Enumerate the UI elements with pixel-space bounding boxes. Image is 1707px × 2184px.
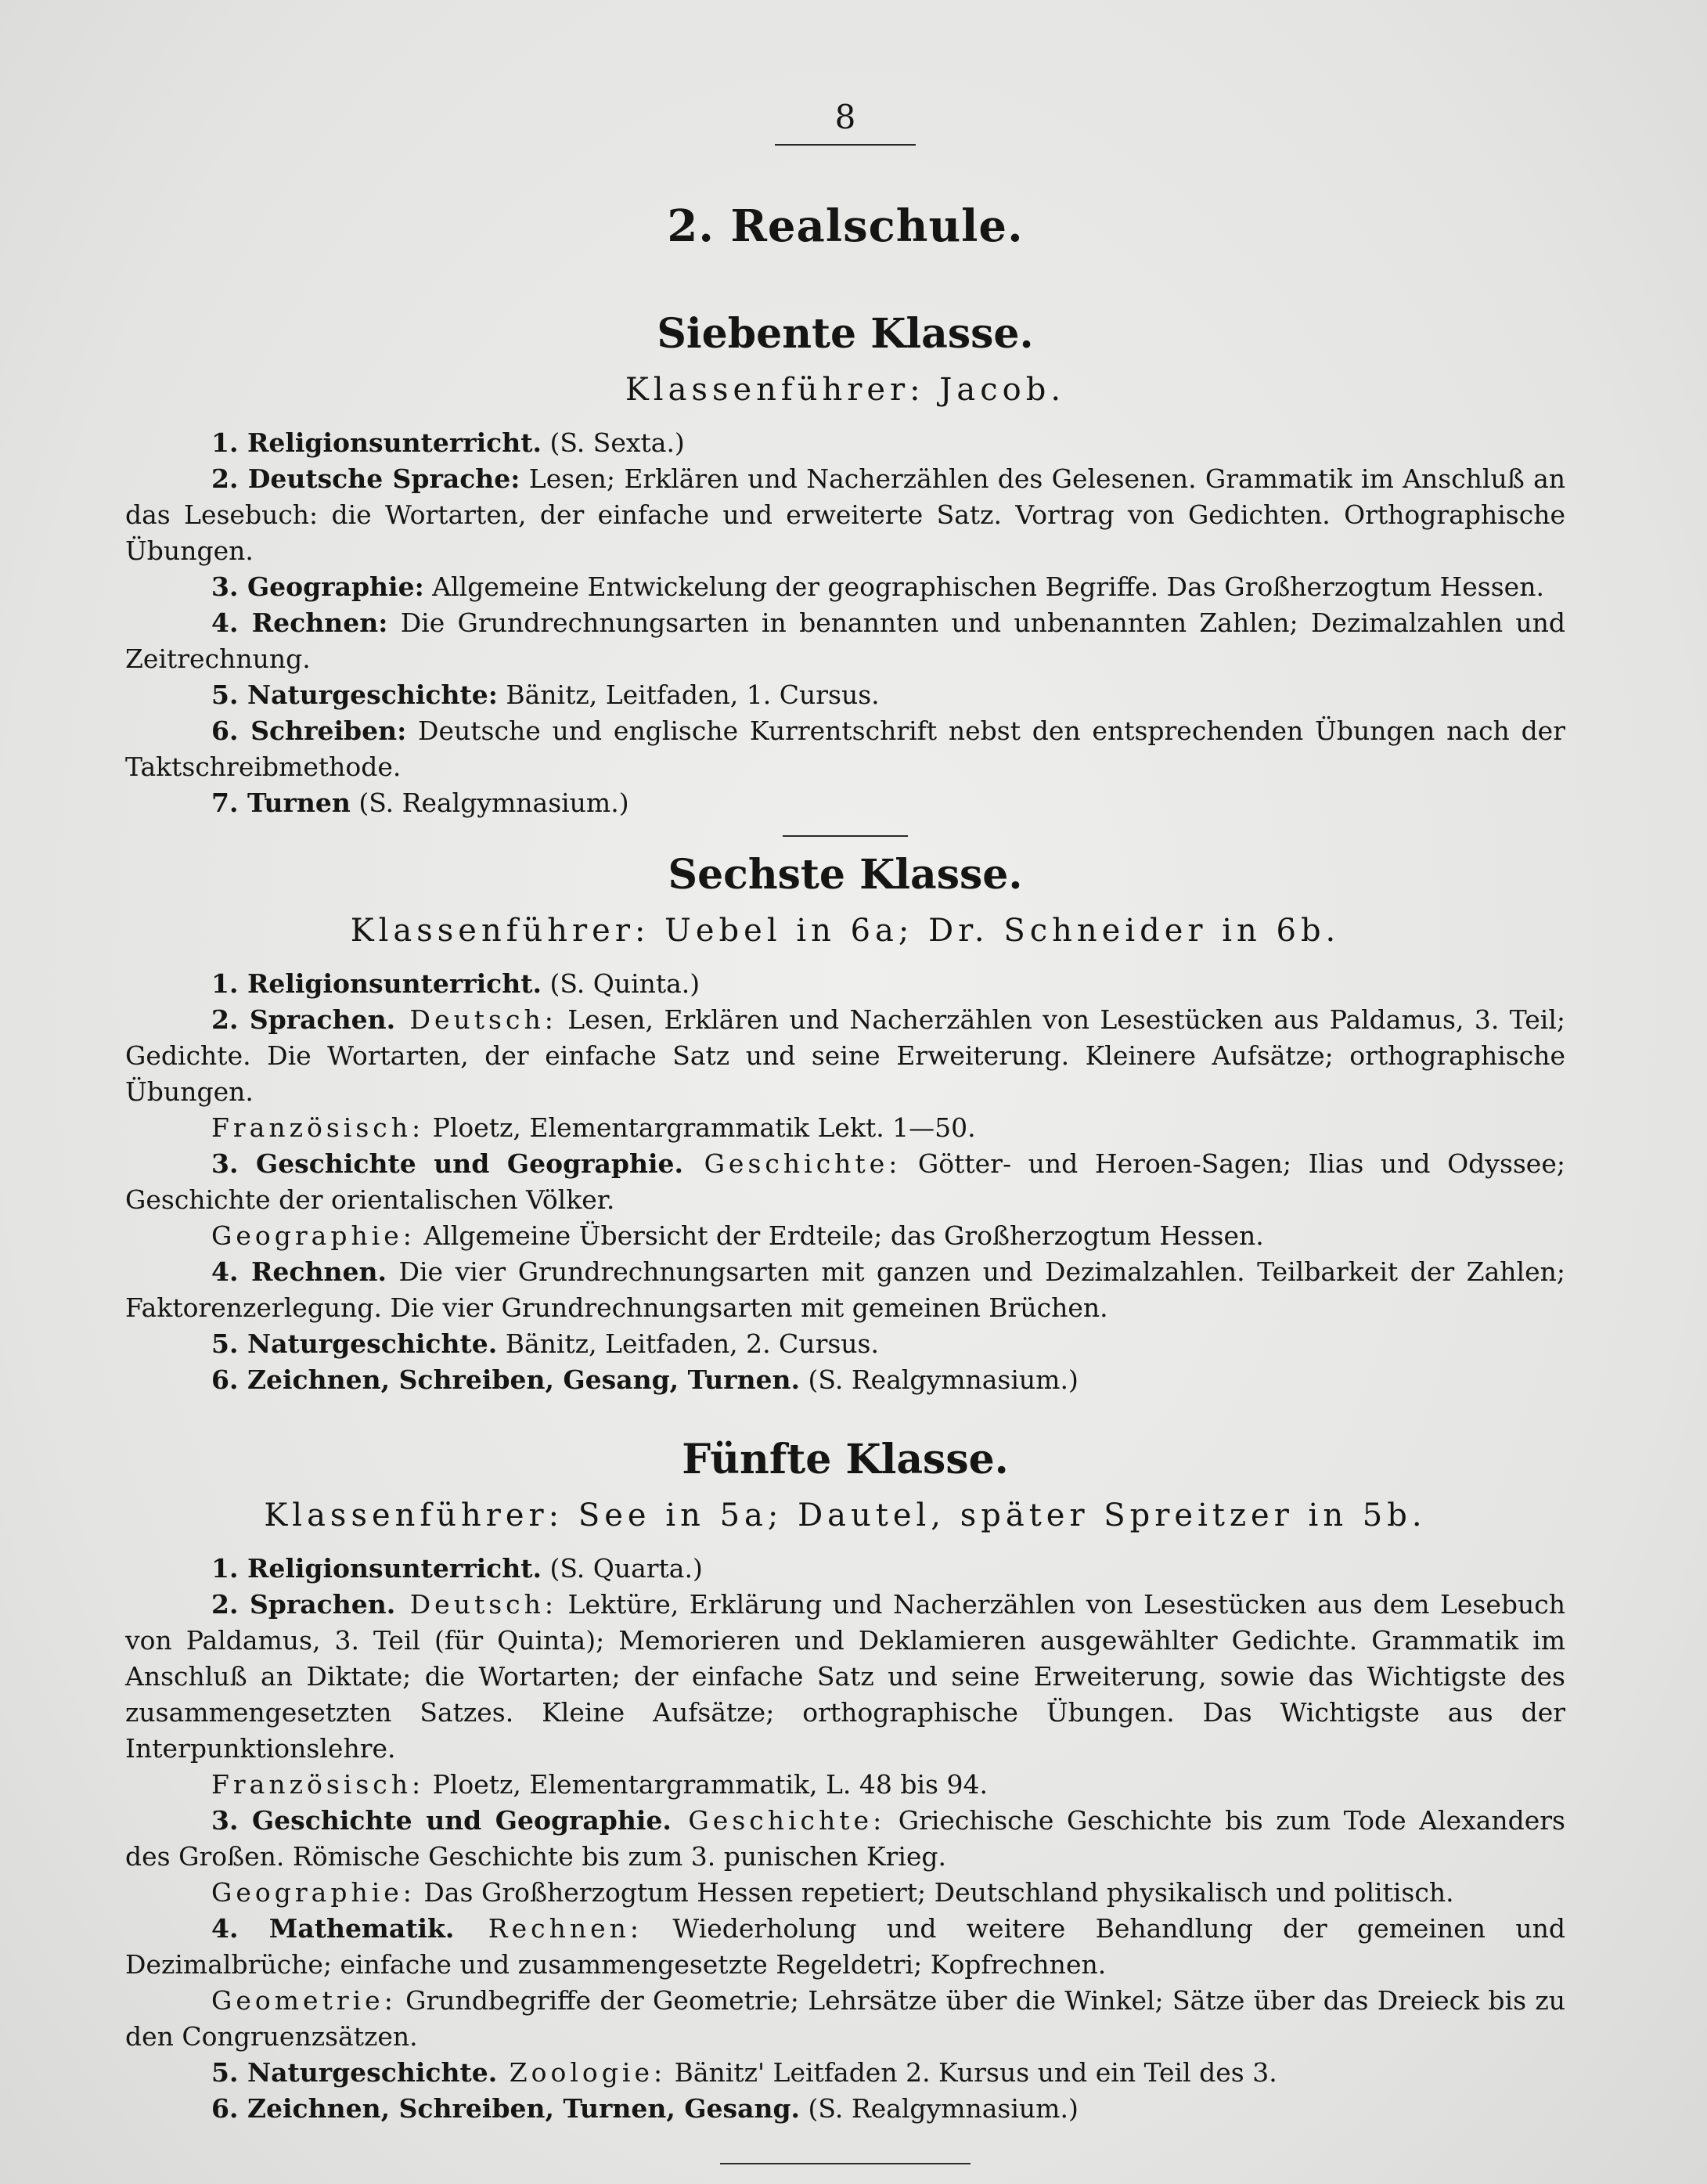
header-rule xyxy=(775,144,916,146)
subject-heading: Geographie: xyxy=(211,1220,416,1251)
subject-text: (S. Quinta.) xyxy=(541,968,700,999)
subject-text: Bänitz, Leitfaden, 1. Cursus. xyxy=(497,679,880,710)
subject-entry xyxy=(125,605,1565,677)
subject-entry xyxy=(125,461,1565,569)
subject-text: Götter- und Heroen-Sagen; Ilias und Odyssee; Geschichte der orientalischen Völker. xyxy=(125,1148,1565,1215)
subject-heading: Rechnen: xyxy=(454,1913,643,1944)
subject-entry xyxy=(125,1326,1565,1362)
subject-entry xyxy=(125,2091,1565,2127)
subject-entry xyxy=(125,713,1565,785)
subject-label: 5. Naturgeschichte. xyxy=(211,1328,498,1359)
page-number: 8 xyxy=(834,98,856,136)
subject-text: (S. Realgymnasium.) xyxy=(800,2093,1079,2124)
subject-label: 6. Zeichnen, Schreiben, Turnen, Gesang. xyxy=(211,2093,801,2124)
subject-heading: Zoologie: xyxy=(497,2057,667,2088)
subject-text: Die vier Grundrechnungsarten mit ganzen und Dezimalzahlen. Teilbarkeit der Zahlen; Faktorenzerlegung. Die vier Grundrechnungsarten mit gemeinen Brüchen. xyxy=(125,1256,1565,1323)
subject-text: (S. Realgymnasium.) xyxy=(350,787,629,818)
subject-entry xyxy=(125,1875,1565,1911)
subject-text: Die Grundrechnungsarten in benannten und unbenannten Zahlen; Dezimalzahlen und Zeitrechnung. xyxy=(125,607,1566,674)
subject-heading: Deutsch: xyxy=(395,1589,558,1620)
subject-heading: Französisch: xyxy=(211,1769,425,1800)
subject-entry xyxy=(125,1110,1565,1146)
class-section-sechste xyxy=(125,851,1565,1398)
subject-label: 6. Schreiben: xyxy=(211,715,407,746)
subject-text: Allgemeine Entwickelung der geographischen Begriffe. Das Großherzogtum Hessen. xyxy=(423,571,1544,602)
class-title: Sechste Klasse. xyxy=(668,851,1023,899)
footer-rule xyxy=(720,2163,971,2164)
subject-entry xyxy=(125,1362,1565,1398)
subject-text: Griechische Geschichte bis zum Tode Alexanders des Großen. Römische Geschichte bis zum 3. punischen Krieg. xyxy=(125,1805,1565,1872)
subject-label: 2. Deutsche Sprache: xyxy=(211,463,520,494)
class-section-siebente xyxy=(125,310,1565,821)
class-leader: Klassenführer: Uebel in 6a; Dr. Schneider in 6b. xyxy=(350,913,1341,949)
subject-entry xyxy=(125,569,1565,605)
subject-entry xyxy=(125,1218,1565,1254)
subject-heading: Geschichte: xyxy=(683,1148,902,1179)
section-title: 2. Realschule. xyxy=(667,200,1024,252)
subject-heading: Deutsch: xyxy=(395,1004,557,1035)
subject-entry xyxy=(125,1911,1565,1983)
subject-label: 7. Turnen xyxy=(211,787,351,818)
subject-label: 5. Naturgeschichte. xyxy=(211,2057,498,2088)
subject-label: 4. Rechnen. xyxy=(211,1256,387,1287)
subject-label: 3. Geschichte und Geographie. xyxy=(211,1148,684,1179)
subject-entry xyxy=(125,677,1565,713)
subject-label: 1. Religionsunterricht. xyxy=(211,968,542,999)
subject-text: Ploetz, Elementargrammatik, L. 48 bis 94. xyxy=(424,1769,988,1800)
subject-text: Ploetz, Elementargrammatik Lekt. 1—50. xyxy=(424,1112,976,1143)
subject-entry xyxy=(125,966,1565,1002)
subject-text: Allgemeine Übersicht der Erdteile; das Großherzogtum Hessen. xyxy=(415,1220,1264,1251)
subject-entry xyxy=(125,425,1565,461)
subject-text: Grundbegriffe der Geometrie; Lehrsätze über die Winkel; Sätze über das Dreieck bis zu den Congruenzsätzen. xyxy=(125,1985,1565,2052)
class-title: Fünfte Klasse. xyxy=(682,1436,1009,1483)
subject-entry xyxy=(125,2055,1565,2091)
subject-label: 3. Geschichte und Geographie. xyxy=(211,1805,672,1836)
subject-entry xyxy=(125,1551,1565,1587)
subject-label: 1. Religionsunterricht. xyxy=(211,427,542,458)
subject-heading: Französisch: xyxy=(211,1112,425,1143)
subject-text: (S. Realgymnasium.) xyxy=(800,1364,1079,1395)
page-content xyxy=(125,94,1565,2164)
subject-text: Bänitz' Leitfaden 2. Kursus und ein Teil des 3. xyxy=(666,2057,1277,2088)
subject-heading: Geographie: xyxy=(211,1877,416,1908)
subject-entry xyxy=(125,1254,1565,1326)
subject-label: 4. Rechnen: xyxy=(211,607,388,638)
subject-text: Lesen; Erklären und Nacherzählen des Gelesenen. Grammatik im Anschluß an das Lesebuch: die Wortarten, der einfache und erweiterte Satz. Vortrag von Gedichten. Orthographische Übungen. xyxy=(125,463,1566,566)
class-leader: Klassenführer: See in 5a; Dautel, später Spreitzer in 5b. xyxy=(264,1497,1427,1533)
subject-text: Deutsche und englische Kurrentschrift nebst den entsprechenden Übungen nach der Taktschreibmethode. xyxy=(125,715,1565,782)
subject-entry xyxy=(125,1587,1565,1767)
subject-heading: Geschichte: xyxy=(671,1805,886,1836)
subject-entry xyxy=(125,1983,1565,2055)
subject-text: Bänitz, Leitfaden, 2. Cursus. xyxy=(497,1328,879,1359)
subject-label: 4. Mathematik. xyxy=(211,1913,455,1944)
subject-label: 1. Religionsunterricht. xyxy=(211,1553,542,1584)
subject-entry xyxy=(125,1803,1565,1875)
subject-text: Lesen, Erklären und Nacherzählen von Lesestücken aus Paldamus, 3. Teil; Gedichte. Die Wortarten, der einfache Satz und seine Erweiterung. Kleinere Aufsätze; orthographische Übungen. xyxy=(125,1004,1565,1107)
class-leader: Klassenführer: Jacob. xyxy=(625,372,1066,408)
subject-label: 2. Sprachen. xyxy=(211,1589,396,1620)
subject-entry xyxy=(125,785,1565,821)
subject-label: 6. Zeichnen, Schreiben, Gesang, Turnen. xyxy=(211,1364,801,1395)
subject-entry xyxy=(125,1146,1565,1218)
section-divider xyxy=(783,835,908,837)
subject-text: (S. Quarta.) xyxy=(541,1553,703,1584)
class-title: Siebente Klasse. xyxy=(657,310,1034,358)
subject-entry xyxy=(125,1002,1565,1110)
subject-label: 3. Geographie: xyxy=(211,571,424,602)
subject-label: 5. Naturgeschichte: xyxy=(211,679,498,710)
class-section-fuenfte xyxy=(125,1436,1565,2127)
subject-text: Das Großherzogtum Hessen repetiert; Deutschland physikalisch und politisch. xyxy=(415,1877,1454,1908)
subject-text: Wiederholung und weitere Behandlung der gemeinen und Dezimalbrüche; einfache und zusammengesetzte Regeldetri; Kopfrechnen. xyxy=(125,1913,1565,1980)
subject-text: Lektüre, Erklärung und Nacherzählen von Lesestücken aus dem Lesebuch von Paldamus, 3. Teil (für Quinta); Memorieren und Deklamieren ausgewählter Gedichte. Grammatik im Anschluß an Diktate; die Wortarten; der einfache Satz und seine Erweiterung, sowie das Wichtigste des zusammengesetzten Satzes. Kleine Aufsätze; orthographische Übungen. Das Wichtigste aus der Interpunktionslehre. xyxy=(125,1589,1565,1764)
subject-label: 2. Sprachen. xyxy=(211,1004,396,1035)
subject-heading: Geometrie: xyxy=(211,1985,397,2016)
subject-text: (S. Sexta.) xyxy=(541,427,685,458)
subject-entry xyxy=(125,1767,1565,1803)
